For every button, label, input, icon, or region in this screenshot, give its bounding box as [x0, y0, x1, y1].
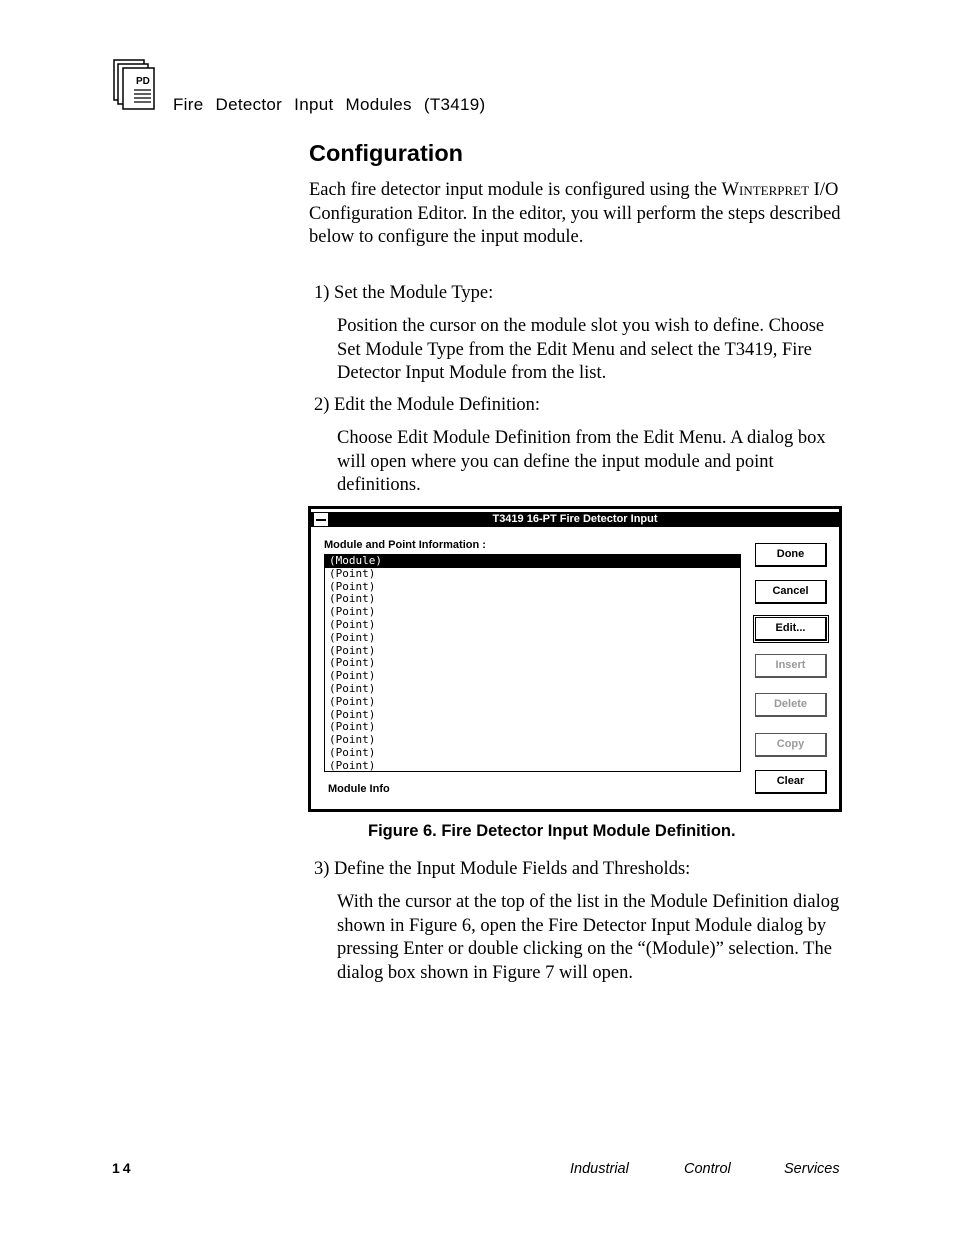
intro-after: I/O Configuration Editor. In the editor, you will perform the steps described below to configure the input module.	[309, 180, 841, 247]
logo-text: PD	[136, 76, 150, 87]
list-item-point[interactable]: (Point)	[329, 733, 376, 747]
footer-company-word-2: Control	[684, 1161, 731, 1177]
step-2-heading: 2) Edit the Module Definition:	[314, 395, 541, 415]
list-item-point[interactable]: (Point)	[329, 579, 376, 593]
intro-paragraph	[309, 179, 849, 250]
product-name: Winterpret	[721, 180, 810, 200]
list-label: Module and Point Information :	[324, 539, 486, 551]
list-item-point[interactable]: (Point)	[329, 592, 376, 606]
list-item-module[interactable]: (Module)	[325, 555, 740, 568]
list-item-point[interactable]: (Point)	[329, 720, 376, 734]
list-item-point[interactable]: (Point)	[329, 758, 376, 772]
footer-company-word-1: Industrial	[570, 1161, 629, 1177]
page-number: 14	[112, 1160, 134, 1176]
insert-button[interactable]: Insert	[755, 654, 827, 678]
list-item-point[interactable]: (Point)	[329, 669, 376, 683]
list-item-point[interactable]: (Point)	[329, 605, 376, 619]
list-item-point[interactable]: (Point)	[329, 566, 376, 580]
list-item-point[interactable]: (Point)	[329, 707, 376, 721]
delete-button[interactable]: Delete	[755, 693, 827, 717]
copy-button[interactable]: Copy	[755, 733, 827, 757]
step-1-body: Position the cursor on the module slot you wish to define. Choose Set Module Type from the Edit Menu and select the T3419, Fire Detector Input Module from the list.	[337, 316, 825, 383]
figure-caption: Figure 6. Fire Detector Input Module Definition.	[368, 822, 736, 840]
list-item-point[interactable]: (Point)	[329, 656, 376, 670]
done-button[interactable]: Done	[755, 543, 827, 567]
clear-button[interactable]: Clear	[755, 770, 827, 794]
section-title: Configuration	[309, 140, 464, 166]
step-3-heading: 3) Define the Input Module Fields and Thresholds:	[314, 859, 691, 879]
step-3-body: With the cursor at the top of the list in the Module Definition dialog shown in Figure 6, open the Fire Detector Input Module dialog by pressing Enter or double clicking on the “(Module)” selection. The dialog box shown in Figure 7 will open.	[337, 892, 840, 983]
list-item-point[interactable]: (Point)	[329, 745, 376, 759]
step-1-heading: 1) Set the Module Type:	[314, 283, 494, 303]
edit-button[interactable]: Edit...	[755, 617, 827, 641]
list-item-point[interactable]: (Point)	[329, 617, 376, 631]
list-item-point[interactable]: (Point)	[329, 630, 376, 644]
module-info-label: Module Info	[328, 783, 390, 795]
running-title: Fire Detector Input Modules (T3419)	[173, 95, 486, 114]
intro-before: Each fire detector input module is configured using the	[309, 180, 717, 200]
module-definition-dialog	[308, 506, 842, 812]
step-2-body: Choose Edit Module Definition from the Edit Menu. A dialog box will open where you can define the input module and point definitions.	[337, 428, 826, 495]
system-menu-icon[interactable]	[313, 512, 329, 527]
list-item-point[interactable]: (Point)	[329, 694, 376, 708]
list-item-point[interactable]: (Point)	[329, 643, 376, 657]
pd-logo-icon	[113, 59, 157, 111]
module-point-listbox[interactable]	[324, 554, 741, 772]
footer-company-word-3: Services	[784, 1161, 840, 1177]
dialog-title: T3419 16-PT Fire Detector Input	[311, 512, 839, 527]
cancel-button[interactable]: Cancel	[755, 580, 827, 604]
list-item-point[interactable]: (Point)	[329, 681, 376, 695]
